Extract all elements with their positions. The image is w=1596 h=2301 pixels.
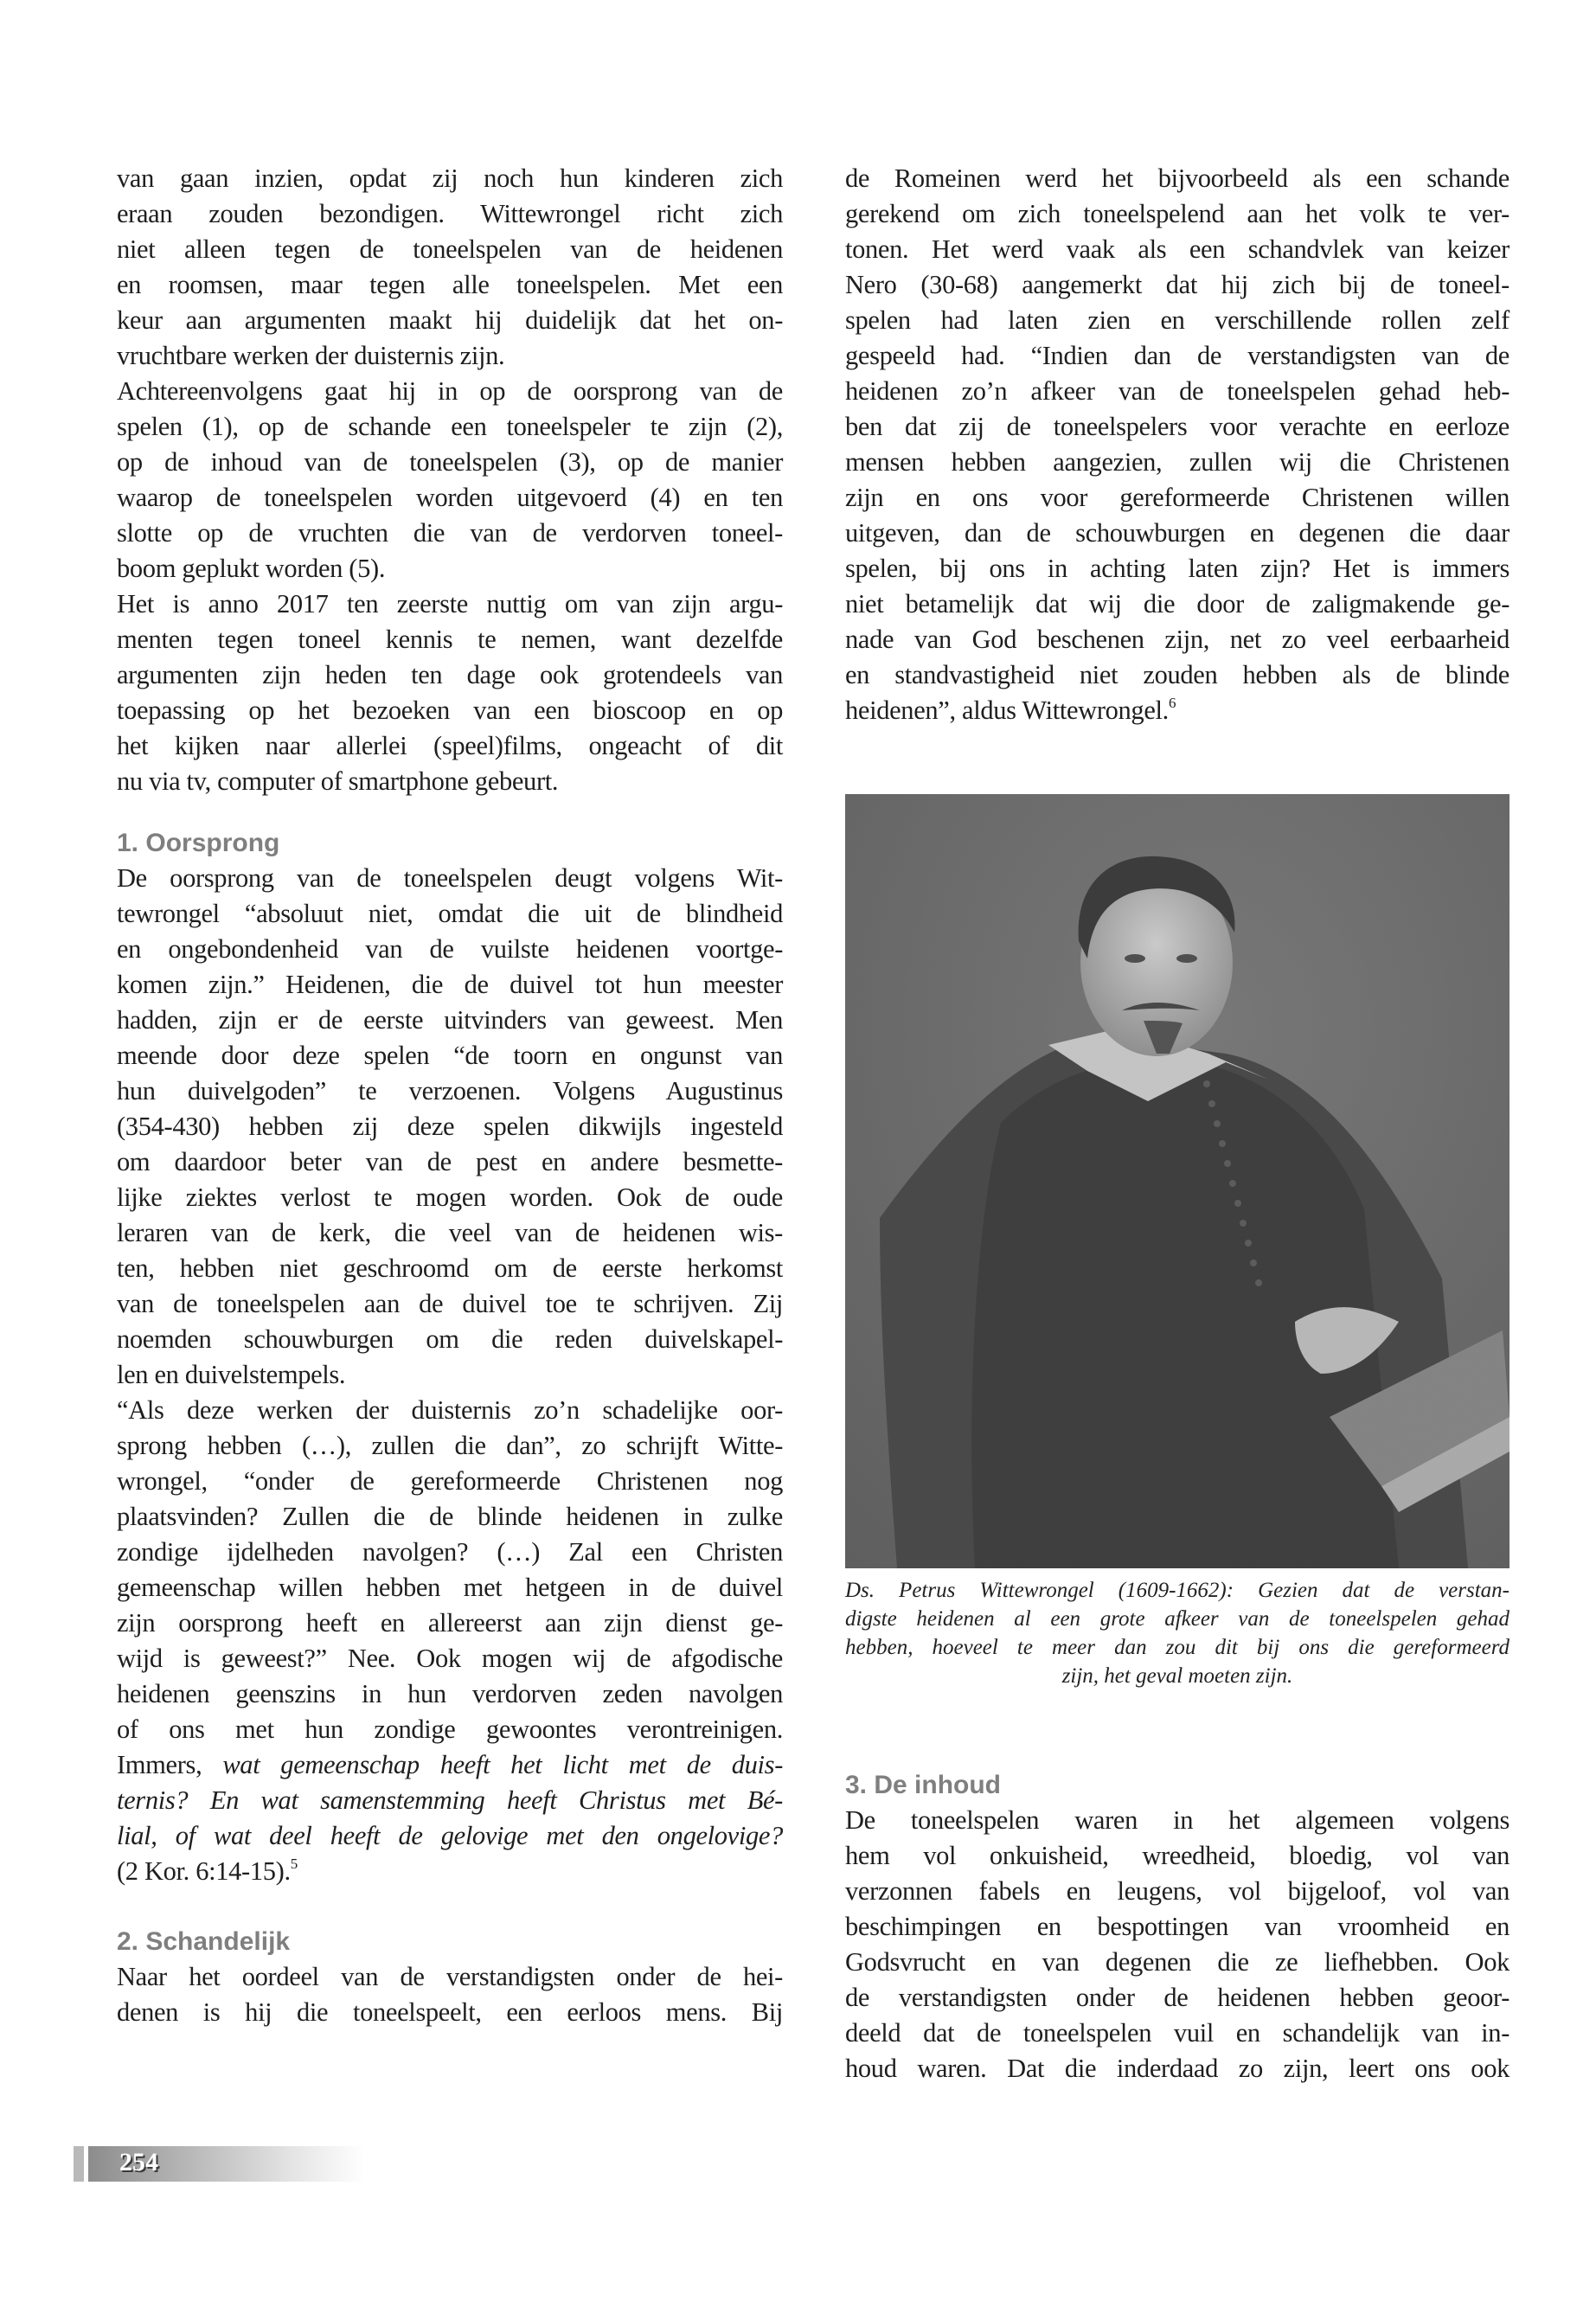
text-line: vruchtbare werken der duisternis zijn. [117,341,505,370]
section-oorsprong-body [117,861,783,1747]
text-line: keur aan argumenten maakt hij duidelijk dat het on- [117,305,783,335]
left-column [117,161,783,2030]
text-line: spelen had laten zien en verschillende rollen zelf [845,305,1509,335]
portrait-engraving-icon [845,794,1509,1568]
section-inhoud [845,1767,1509,2086]
text-line: Achtereenvolgens gaat hij in op de oorsprong van de [117,376,783,406]
text-line: om daardoor beter van de pest en andere besmette- [117,1147,783,1176]
caption-line-2: digste heidenen al een grote afkeer van de toneelspelen gehad [845,1607,1509,1631]
text-line: Nero (30-68) aangemerkt dat hij zich bij de toneel- [845,270,1509,299]
schandelijk-continued [845,161,1509,693]
text-line: spelen (1), op de schande een toneelspeler te zijn (2), [117,412,783,441]
scripture-reference [117,1854,783,1889]
portrait-grain [845,794,1509,1568]
immers-text: Immers, [117,1750,223,1779]
text-line: gespeeld had. “Indien dan de verstandigsten van de [845,341,1509,370]
text-line: Godsvrucht en van degenen die ze liefhebben. Ook [845,1947,1509,1977]
text-line: en ongebondenheid van de vuilste heidenen voortge- [117,934,783,964]
text-line: zondige ijdelheden navolgen? (…) Zal een Christen [117,1537,783,1567]
text-line: deeld dat de toneelspelen vuil en schandelijk van in- [845,2018,1509,2048]
text-line: slotte op de vruchten die van de verdorven toneel- [117,518,783,548]
text-line: zijn oorsprong heeft en allereerst aan zijn dienst ge- [117,1608,783,1638]
text-line: De oorsprong van de toneelspelen deugt volgens Wit- [117,863,783,893]
page-number: 254 [119,2148,158,2176]
text-line: meende door deze spelen “de toorn en ongunst van [117,1041,783,1070]
right-column [845,161,1509,728]
text-line: nu via tv, computer of smartphone gebeurt. [117,766,559,796]
text-line: gerekend om zich toneelspelend aan het volk te ver- [845,199,1509,228]
section-heading-schandelijk: 2. Schandelijk [117,1927,291,1956]
text-line: komen zijn.” Heidenen, die de duivel tot hun meester [117,970,783,999]
text-line: of ons met hun zondige gewoontes verontreinigen. [117,1715,783,1744]
section-heading-inhoud: 3. De inhoud [845,1771,1001,1799]
text-line: spelen, bij ons in achting laten zijn? Het is immers [845,554,1509,583]
text-line: mensen hebben aangezien, zullen wij die Christenen [845,447,1509,477]
text-line: toepassing op het bezoeken van een bioscoop en op [117,695,783,725]
text-line: houd waren. Dat die inderdaad zo zijn, leert ons ook [845,2054,1509,2083]
footnote-ref-6[interactable]: 6 [1168,695,1176,711]
text-line: leraren van de kerk, die veel van de heidenen wis- [117,1218,783,1247]
text-line: len en duivelstempels. [117,1360,346,1389]
text-line: het kijken naar allerlei (speel)films, ongeacht of dit [117,731,783,760]
footnote-ref-5[interactable]: 5 [290,1856,298,1872]
scripture-quote-line-1 [117,1747,783,1783]
text-line: menten tegen toneel kennis te nemen, want dezelfde [117,625,783,654]
text-line: van gaan inzien, opdat zij noch hun kinderen zich [117,163,783,193]
caption-line-1: Ds. Petrus Wittewrongel (1609-1662): Gezien dat de verstan- [845,1579,1509,1602]
text-line: heidenen geenszins in hun verdorven zeden navolgen [117,1679,783,1708]
intro-paragraphs [117,161,783,799]
text-line: wrongel, “onder de gereformeerde Christenen nog [117,1466,783,1496]
text-line: ben dat zij de toneelspelers voor verachte en eerloze [845,412,1509,441]
text-line: zijn en ons voor gereformeerde Christenen willen [845,483,1509,512]
scripture-italic-1: wat gemeenschap heeft het licht met de duis- [222,1750,784,1779]
footer-accent-strip [74,2146,84,2182]
text-line: niet betamelijk dat wij die door de zaligmakende ge- [845,589,1509,619]
text-line: verzonnen fabels en leugens, vol bijgeloof, vol van [845,1876,1509,1906]
text-line: hadden, zijn er de eerste uitvinders van geweest. Men [117,1005,783,1035]
text-line: Het is anno 2017 ten zeerste nuttig om van zijn argu- [117,589,783,619]
scripture-quote-line-3: lial, of wat deel heeft de gelovige met den ongelovige? [117,1821,783,1850]
text-line: De toneelspelen waren in het algemeen volgens [845,1805,1509,1835]
text-line: de Romeinen werd het bijvoorbeeld als een schande [845,163,1509,193]
text-line: “Als deze werken der duisternis zo’n schadelijke oor- [117,1395,783,1425]
text-line: eraan zouden bezondigen. Wittewrongel richt zich [117,199,783,228]
text-line: noemden schouwburgen om die reden duivelskapel- [117,1324,783,1354]
text-line: de verstandigsten onder de heidenen hebben geoor- [845,1983,1509,2012]
text-line: tonen. Het werd vaak als een schandvlek van keizer [845,234,1509,264]
text-line: denen is hij die toneelspeelt, een eerloos mens. Bij [117,1997,783,2027]
text-line: beschimpingen en bespottingen van vroomheid en [845,1912,1509,1941]
text-line: lijke ziektes verlost te mogen worden. Ook de oude [117,1183,783,1212]
text-line: wijd is geweest?” Nee. Ook mogen wij de afgodische [117,1644,783,1673]
portrait-image [845,794,1509,1568]
text-line: niet alleen tegen de toneelspelen van de heidenen [117,234,783,264]
quote-ending-line [845,693,1509,728]
text-line: tewrongel “absoluut niet, omdat die uit de blindheid [117,899,783,928]
text-line: gemeenschap willen hebben met hetgeen in de duivel [117,1573,783,1602]
text-line: nade van God beschenen zijn, net zo veel eerbaarheid [845,625,1509,654]
text-line: op de inhoud van de toneelspelen (3), op de manier [117,447,783,477]
text-line: hem vol onkuisheid, wreedheid, bloedig, vol van [845,1841,1509,1870]
quote-ending-text: heidenen”, aldus Wittewrongel. [845,695,1169,725]
text-line: en roomsen, maar tegen alle toneelspelen. Met een [117,270,783,299]
scripture-quote-line-2: ternis? En wat samenstemming heeft Christus met Bé- [117,1785,783,1815]
text-line: waarop de toneelspelen worden uitgevoerd (4) en ten [117,483,783,512]
text-line: sprong hebben (…), zullen die dan”, zo schrijft Witte- [117,1431,783,1460]
section-schandelijk-body [117,1959,783,2030]
reference-text: (2 Kor. 6:14-15). [117,1856,291,1886]
text-line: Naar het oordeel van de verstandigsten onder de hei- [117,1962,783,1991]
text-line: ten, hebben niet geschroomd om de eerste herkomst [117,1253,783,1283]
text-line: van de toneelspelen aan de duivel toe te schrijven. Zij [117,1289,783,1318]
text-line: plaatsvinden? Zullen die de blinde heidenen in zulke [117,1502,783,1531]
text-line: (354-430) hebben zij deze spelen dikwijls ingesteld [117,1112,783,1141]
figure-caption [845,1576,1509,1690]
text-line: en standvastigheid niet zouden hebben als de blinde [845,660,1509,689]
text-line: argumenten zijn heden ten dage ook grotendeels van [117,660,783,689]
caption-line-4: zijn, het geval moeten zijn. [1061,1664,1293,1688]
text-line: hun duivelgoden” te verzoenen. Volgens Augustinus [117,1076,783,1106]
text-line: uitgeven, dan de schouwburgen en degenen die daar [845,518,1509,548]
text-line: heidenen zo’n afkeer van de toneelspelen gehad heb- [845,376,1509,406]
caption-line-3: hebben, hoeveel te meer dan zou dit bij ons die gereformeerd [845,1636,1509,1659]
text-line: boom geplukt worden (5). [117,554,386,583]
section-heading-oorsprong: 1. Oorsprong [117,829,280,857]
section-inhoud-body [845,1803,1509,2086]
